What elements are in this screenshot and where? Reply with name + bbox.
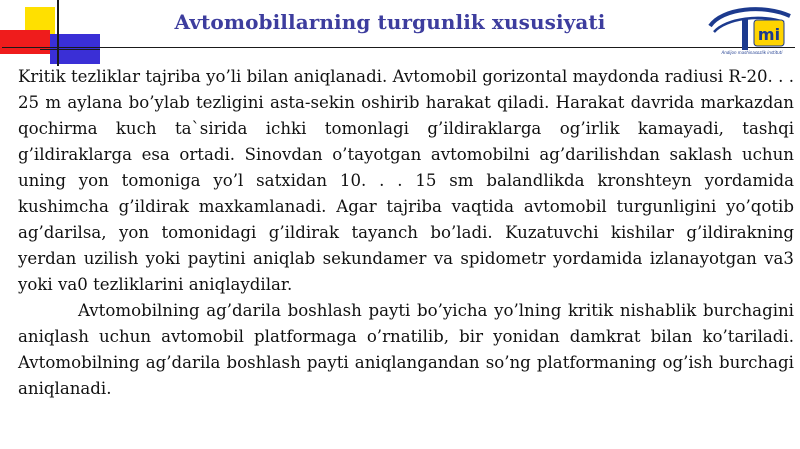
header-divider-accent [40,49,100,50]
slide-title: Avtomobillarning turgunlik xususiyati [174,10,606,34]
paragraph-2: Avtomobilning ag’darila boshlash payti bo’yicha yo’lning kritik nishablik burchagini aniqlash uchun avtomobil platformaga o’rnatilib, bir yonidan damkrat bilan ko’tariladi. Avtomobilning ag’darila boshlash payti aniqlangandan so’ng platformaning og’ish burchagi aniqlanadi. [18,301,794,398]
paragraph-1: Kritik tezliklar tajriba yo’li bilan aniqlanadi. Avtomobil gorizontal maydonda radiusi R-20. . . 25 m aylana bo’ylab tezligini asta-sekin oshirib harakat qiladi. Harakat davrida markazdan qochirma kuch ta`sirida ichki tomonlagi g’ildiraklarga og’irlik kamayadi, tashqi g’ildiraklarga esa ortadi. Sinovdan o’tayotgan avtomobilni ag’darilishdan saklash uchun uning yon tomoniga yo’l satxidan 10. . . 15 sm balandlikda kronshteyn yordamida kushimcha g’ildirak maxkamlanadi. Agar tajriba vaqtida avtomobil turgunligini yo’qotib ag’darilsa, yon tomonidagi g’ildirak tayanch bo’ladi. Kuzatuvchi kishilar g’ildirakning yerdan uzilish yoki paytini aniqlab sekundamer va spidometr yordamida izlanayotgan va3 yoki va0 tezliklarini aniqlaydilar. [18,67,794,294]
decor-red-square [0,30,50,54]
logo-caption: Andijon mashinasozlik instituti [721,50,783,55]
slide-body [18,64,794,402]
decor-vertical-line [57,0,59,66]
svg-text:mi: mi [757,25,781,44]
header-divider [2,47,795,48]
